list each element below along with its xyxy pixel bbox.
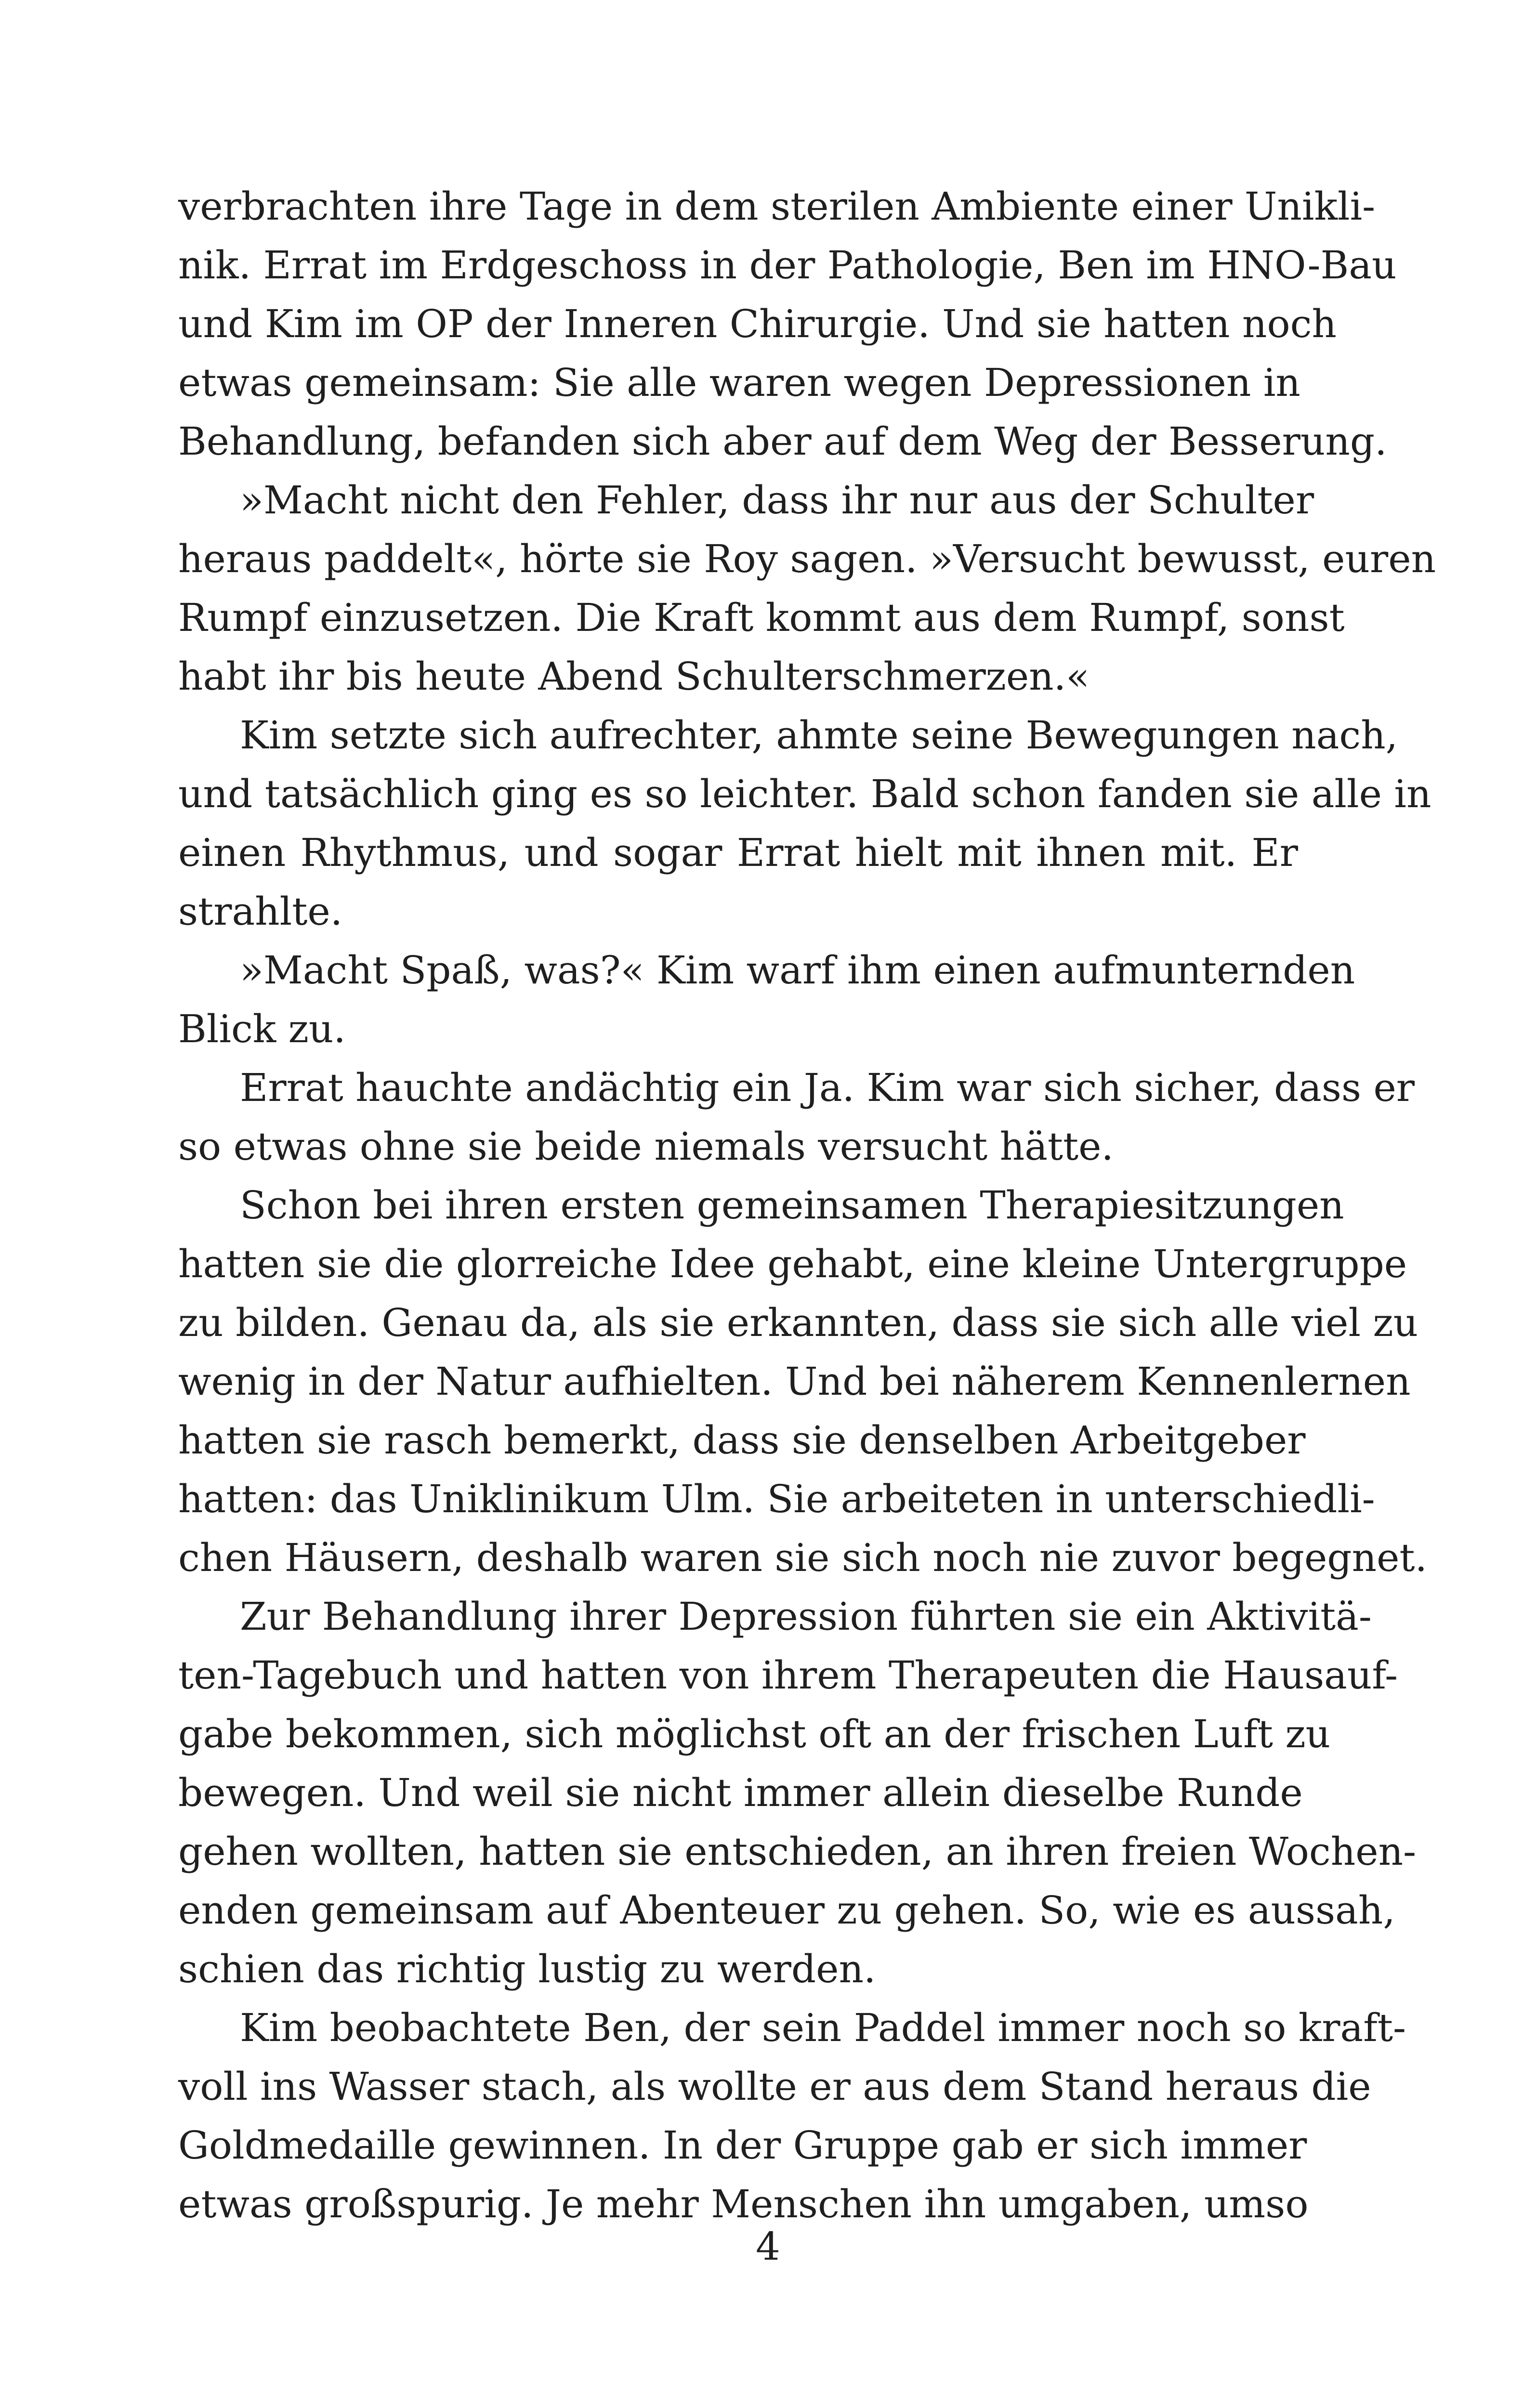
text-line: Errat hauchte andächtig ein Ja. Kim war sich sicher, dass er: [240, 1065, 1415, 1110]
text-line: »Macht Spaß, was?« Kim warf ihm einen aufmunternden: [240, 948, 1355, 993]
text-line: Zur Behandlung ihrer Depression führten sie ein Aktivitä-: [240, 1594, 1372, 1639]
text-line: hatten: das Uniklinikum Ulm. Sie arbeiteten in unterschiedli-: [178, 1477, 1375, 1521]
text-line: Kim setzte sich aufrechter, ahmte seine Bewegungen nach,: [240, 713, 1398, 758]
paragraph: [178, 941, 1355, 1059]
text-line: nik. Errat im Erdgeschoss in der Pathologie, Ben im HNO-Bau: [178, 243, 1397, 288]
text-line: Goldmedaille gewinnen. In der Gruppe gab er sich immer: [178, 2123, 1307, 2168]
text-line: Rumpf einzusetzen. Die Kraft kommt aus dem Rumpf, sonst: [178, 595, 1345, 640]
text-line: Schon bei ihren ersten gemeinsamen Therapiesitzungen: [240, 1183, 1344, 1228]
paragraph: [178, 1999, 1406, 2234]
text-line: und Kim im OP der Inneren Chirurgie. Und sie hatten noch: [178, 301, 1337, 346]
text-line: gehen wollten, hatten sie entschieden, an ihren freien Wochen-: [178, 1829, 1417, 1874]
paragraph: [178, 177, 1397, 471]
text-line: enden gemeinsam auf Abenteuer zu gehen. So, wie es aussah,: [178, 1888, 1395, 1933]
text-line: »Macht nicht den Fehler, dass ihr nur aus der Schulter: [240, 478, 1314, 523]
text-line: schien das richtig lustig zu werden.: [178, 1947, 876, 1991]
text-line: strahlte.: [178, 889, 343, 934]
text-line: etwas großspurig. Je mehr Menschen ihn umgaben, umso: [178, 2182, 1309, 2226]
text-line: verbrachten ihre Tage in dem sterilen Ambiente einer Unikli-: [178, 184, 1376, 229]
text-line: bewegen. Und weil sie nicht immer allein dieselbe Runde: [178, 1770, 1303, 1815]
text-line: zu bilden. Genau da, als sie erkannten, dass sie sich alle viel zu: [178, 1300, 1418, 1345]
text-line: gabe bekommen, sich möglichst oft an der frischen Luft zu: [178, 1712, 1331, 1756]
paragraph: [178, 1587, 1417, 1999]
paragraph: [178, 706, 1431, 941]
page-number: 4: [756, 2224, 780, 2269]
text-line: habt ihr bis heute Abend Schulterschmerzen.«: [178, 654, 1090, 699]
paragraph: [178, 471, 1436, 706]
text-line: chen Häusern, deshalb waren sie sich noch nie zuvor begegnet.: [178, 1535, 1428, 1580]
text-line: so etwas ohne sie beide niemals versucht hätte.: [178, 1124, 1114, 1169]
text-line: einen Rhythmus, und sogar Errat hielt mit ihnen mit. Er: [178, 830, 1298, 875]
text-line: hatten sie die glorreiche Idee gehabt, eine kleine Untergruppe: [178, 1242, 1407, 1286]
text-line: etwas gemeinsam: Sie alle waren wegen Depressionen in: [178, 360, 1300, 405]
paragraph: [178, 1059, 1415, 1176]
text-line: Behandlung, befanden sich aber auf dem Weg der Besserung.: [178, 419, 1387, 464]
book-page-text: [178, 177, 1436, 2234]
text-line: und tatsächlich ging es so leichter. Bald schon fanden sie alle in: [178, 772, 1431, 816]
text-line: wenig in der Natur aufhielten. Und bei näherem Kennenlernen: [178, 1359, 1411, 1404]
text-line: voll ins Wasser stach, als wollte er aus dem Stand heraus die: [178, 2064, 1371, 2109]
text-line: Kim beobachtete Ben, der sein Paddel immer noch so kraft-: [240, 2005, 1406, 2050]
paragraph: [178, 1176, 1428, 1587]
text-line: hatten sie rasch bemerkt, dass sie denselben Arbeitgeber: [178, 1418, 1306, 1463]
text-line: heraus paddelt«, hörte sie Roy sagen. »Versucht bewusst, euren: [178, 537, 1436, 581]
text-line: ten-Tagebuch und hatten von ihrem Therapeuten die Hausauf-: [178, 1653, 1398, 1698]
text-line: Blick zu.: [178, 1007, 346, 1051]
